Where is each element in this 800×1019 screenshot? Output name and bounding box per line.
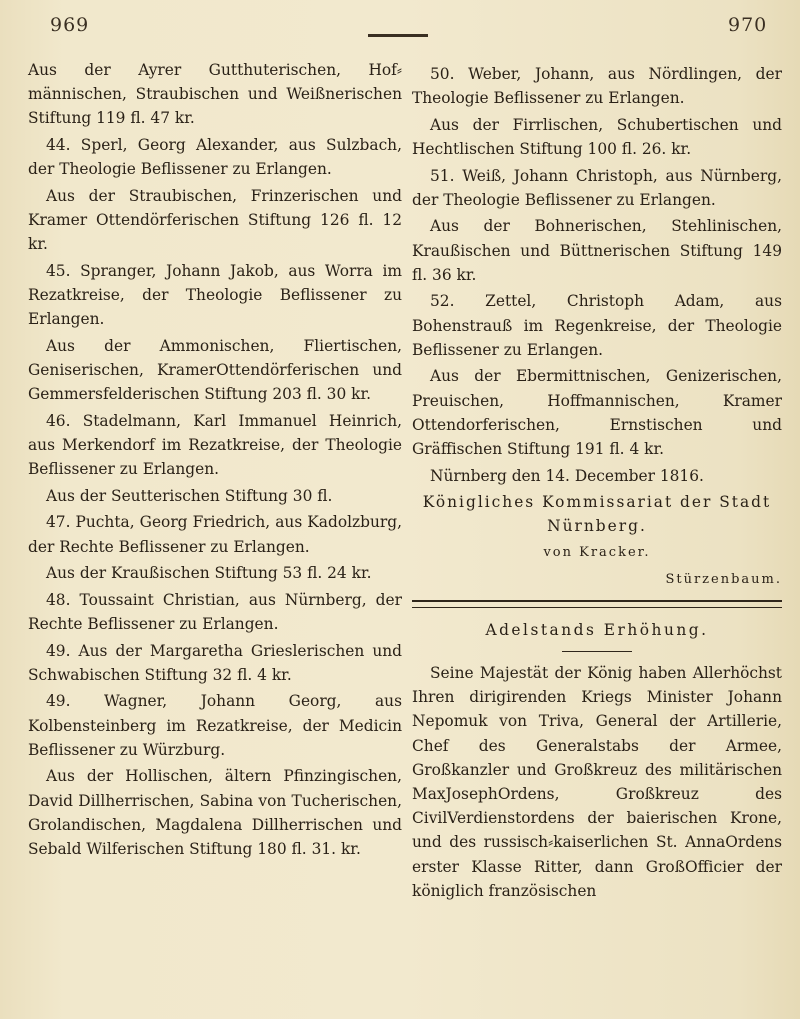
left-column [28,58,402,864]
right-entry-3: 51. Weiß, Johann Christoph, aus Nürnberg, der Theologie Beflissener zu Erlangen. [412,166,782,209]
section-divider [412,600,782,608]
issuing-authority: Königliches Kommissariat der Stadt Nürnberg. [422,493,772,536]
left-entry-9: Aus der Kraußischen Stiftung 53 fl. 24 kr. [46,564,372,583]
header-rule [368,34,428,37]
right-entry-6: Aus der Ebermittnischen, Genizerischen, Preuischen, Hoffmannischen, Kramer Ottendorferischen, Ernstischen und Gräffischen Stiftung 191 fl. 4 kr. [412,367,782,458]
page-number-right: 970 [728,14,768,36]
right-entry-5: 52. Zettel, Christoph Adam, aus Bohenstrauß im Regenkreise, der Theologie Beflissener zu Erlangen. [412,292,782,359]
left-entry-12: 49. Wagner, Johann Georg, aus Kolbensteinberg im Rezatkreise, der Medicin Beflissener zu Würzburg. [28,692,402,759]
right-entry-4: Aus der Bohnerischen, Stehlinischen, Kraußischen und Büttnerischen Stiftung 149 fl. 36 kr. [412,217,782,284]
dateline: Nürnberg den 14. December 1816. [430,466,704,485]
right-entry-1: 50. Weber, Johann, aus Nördlingen, der Theologie Beflissener zu Erlangen. [412,65,782,108]
section-title: Adelstands Erhöhung. [485,620,709,639]
section-body: Seine Majestät der König haben Allerhöchst Ihren dirigirenden Kriegs Minister Johann Nepomuk von Triva, General der Artillerie, Chef des Generalstabs der Armee, Großkanzler und Großkreuz des militärischen MaxJosephOrdens, Großkreuz des CivilVerdienstordens der baierischen Krone, und des russisch⸗kaiserlichen St. AnnaOrdens erster Klasse Ritter, dann GroßOfficier der königlich französischen [412,663,782,900]
signatory-sturzenbaum: Stürzenbaum. [665,571,782,587]
right-entry-2: Aus der Firrlischen, Schubertischen und Hechtlischen Stiftung 100 fl. 26. kr. [412,115,782,158]
left-entry-1: Aus der Ayrer Gutthuterischen, Hof⸗männischen, Straubischen und Weißnerischen Stiftung 119 fl. 47 kr. [28,61,402,128]
left-entry-5: Aus der Ammonischen, Fliertischen, Geniserischen, KramerOttendörferischen und Gemmersfelderischen Stiftung 203 fl. 30 kr. [28,336,402,404]
signatory-kracker: von Kracker. [543,544,651,560]
left-entry-13: Aus der Hollischen, ältern Pfinzingischen, David Dillherrischen, Sabina von Tucherischen, Grolandischen, Magdalena Dillherrischen und Sebald Wilferischen Stiftung 180 fl. 31. kr. [28,767,402,858]
page-number-left: 969 [50,14,90,36]
title-underline [562,651,632,652]
left-entry-4: 45. Spranger, Johann Jakob, aus Worra im Rezatkreise, der Theologie Beflissener zu Erlangen. [28,261,402,329]
left-entry-2: 44. Sperl, Georg Alexander, aus Sulzbach, der Theologie Beflissener zu Erlangen. [28,136,402,179]
left-entry-11: 49. Aus der Margaretha Grieslerischen und Schwabischen Stiftung 32 fl. 4 kr. [28,641,402,684]
left-entry-7: Aus der Seutterischen Stiftung 30 fl. [46,486,333,505]
right-column [412,62,782,905]
left-entry-10: 48. Toussaint Christian, aus Nürnberg, der Rechte Beflissener zu Erlangen. [28,590,402,633]
left-entry-6: 46. Stadelmann, Karl Immanuel Heinrich, aus Merkendorf im Rezatkreise, der Theologie Beflissener zu Erlangen. [28,411,402,479]
left-entry-8: 47. Puchta, Georg Friedrich, aus Kadolzburg, der Rechte Beflissener zu Erlangen. [28,513,402,556]
left-entry-3: Aus der Straubischen, Frinzerischen und Kramer Ottendörferischen Stiftung 126 fl. 12 kr. [28,186,402,254]
